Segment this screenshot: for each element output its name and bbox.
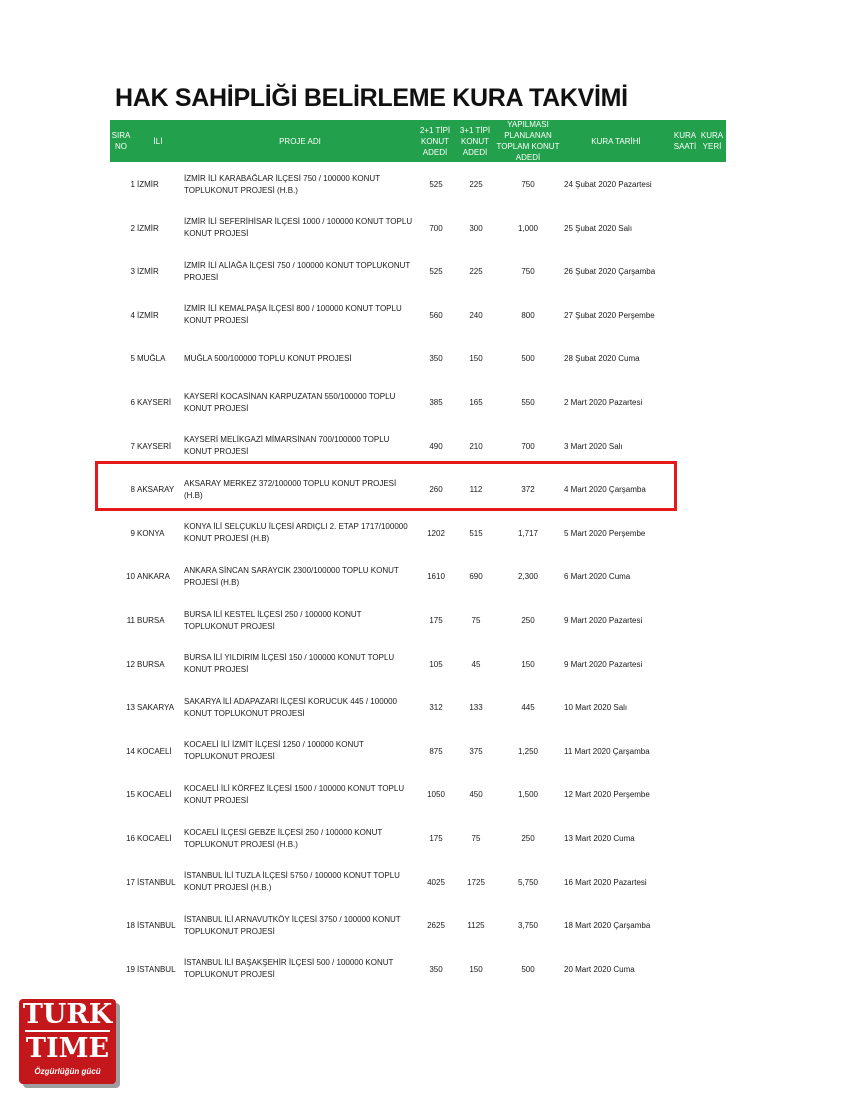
table-row <box>110 730 726 773</box>
cell-il: AKSARAY <box>137 485 175 495</box>
table-row <box>110 686 726 729</box>
cell-kura-tarihi: 28 Şubat 2020 Cuma <box>564 354 640 364</box>
cell-sira-no: 10 <box>126 572 135 582</box>
cell-proje-adi: BURSA İLİ YILDIRIM İLÇESİ 150 / 100000 KONUT TOPLU KONUT PROJESİ <box>184 653 395 675</box>
cell-sira-no: 18 <box>126 921 135 931</box>
cell-proje-adi: İSTANBUL İLİ TUZLA İLÇESİ 5750 / 100000 KONUT TOPLU KONUT PROJESİ (H.B.) <box>184 871 400 893</box>
cell-2-1-adet: 525 <box>429 267 443 277</box>
header-sira-no: SIRA NO <box>111 131 131 151</box>
cell-toplam-adet: 2,300 <box>517 572 539 582</box>
table-row <box>110 555 726 598</box>
cell-kura-tarihi: 12 Mart 2020 Perşembe <box>564 790 650 800</box>
cell-il: KOCAELİ <box>137 746 172 756</box>
cell-il: İSTANBUL <box>137 877 176 887</box>
cell-proje-adi: İSTANBUL İLİ ARNAVUTKÖY İLÇESİ 3750 / 100000 KONUT TOPLUKONUT PROJESİ <box>184 914 401 936</box>
cell-toplam-adet: 700 <box>521 441 535 451</box>
cell-sira-no: 15 <box>126 790 135 800</box>
cell-proje-adi: KONYA İLİ SELÇUKLU İLÇESİ ARDIÇLI 2. ETAP 1717/100000 KONUT PROJESİ (H.B) <box>184 522 408 544</box>
cell-il: İZMİR <box>137 223 159 233</box>
cell-sira-no: 7 <box>130 441 135 451</box>
cell-toplam-adet: 750 <box>521 180 535 189</box>
cell-2-1-adet: 350 <box>429 964 443 974</box>
cell-il: SAKARYA <box>137 703 175 713</box>
table-row <box>110 250 726 293</box>
header-2-1-tipi: 2+1 TİPİ KONUT ADEDİ <box>419 125 451 157</box>
cell-kura-tarihi: 9 Mart 2020 Pazartesi <box>564 659 643 669</box>
cell-il: KAYSERİ <box>137 441 172 451</box>
cell-il: İZMİR <box>137 267 159 277</box>
cell-kura-tarihi: 25 Şubat 2020 Salı <box>564 223 633 233</box>
cell-toplam-adet: 500 <box>521 964 535 974</box>
cell-sira-no: 14 <box>126 746 135 756</box>
header-kura-tarihi: KURA TARİHİ <box>591 136 641 146</box>
table-row <box>110 207 726 250</box>
cell-il: KONYA <box>137 528 165 538</box>
cell-proje-adi: KAYSERİ MELİKGAZİ MİMARSİNAN 700/100000 TOPLU KONUT PROJESİ <box>184 435 390 457</box>
cell-toplam-adet: 500 <box>521 354 535 364</box>
page-title: HAK SAHİPLİĞİ BELİRLEME KURA TAKVİMİ <box>115 84 628 112</box>
cell-il: KOCAELİ <box>137 790 172 800</box>
table-row <box>110 904 726 947</box>
cell-sira-no: 5 <box>130 354 135 364</box>
cell-2-1-adet: 175 <box>429 834 443 843</box>
cell-2-1-adet: 1610 <box>427 572 445 582</box>
table-row <box>110 861 726 904</box>
cell-3-1-adet: 165 <box>469 398 483 407</box>
header-kura-yeri: KURA YERİ <box>700 131 724 151</box>
cell-kura-tarihi: 26 Şubat 2020 Çarşamba <box>564 267 656 277</box>
cell-3-1-adet: 75 <box>471 616 481 625</box>
cell-3-1-adet: 112 <box>469 485 483 495</box>
cell-il: İZMİR <box>137 310 159 320</box>
header-il: İLİ <box>153 136 163 146</box>
cell-2-1-adet: 490 <box>429 441 443 451</box>
cell-proje-adi: MUĞLA 500/100000 TOPLU KONUT PROJESİ <box>184 353 352 363</box>
table-header <box>110 120 726 162</box>
cell-2-1-adet: 875 <box>429 746 443 756</box>
cell-sira-no: 19 <box>126 964 135 974</box>
cell-sira-no: 17 <box>126 877 135 887</box>
cell-3-1-adet: 1125 <box>467 921 485 931</box>
cell-il: KAYSERİ <box>137 398 172 407</box>
cell-3-1-adet: 75 <box>471 834 481 843</box>
header-proje-adi: PROJE ADI <box>279 136 321 146</box>
cell-2-1-adet: 525 <box>429 180 443 189</box>
cell-toplam-adet: 445 <box>521 703 535 713</box>
cell-2-1-adet: 350 <box>429 354 443 364</box>
cell-kura-tarihi: 6 Mart 2020 Cuma <box>564 572 631 582</box>
cell-sira-no: 13 <box>126 703 135 713</box>
cell-kura-tarihi: 9 Mart 2020 Pazartesi <box>564 616 643 625</box>
cell-3-1-adet: 210 <box>469 441 483 451</box>
cell-toplam-adet: 800 <box>521 310 535 320</box>
cell-kura-tarihi: 4 Mart 2020 Çarşamba <box>564 485 646 495</box>
cell-proje-adi: İZMİR İLİ KEMALPAŞA İLÇESİ 800 / 100000 KONUT TOPLU KONUT PROJESİ <box>184 304 402 326</box>
cell-kura-tarihi: 13 Mart 2020 Cuma <box>564 834 635 843</box>
cell-toplam-adet: 550 <box>521 398 535 407</box>
cell-proje-adi: İZMİR İLİ KARABAĞLAR İLÇESİ 750 / 100000 KONUT TOPLUKONUT PROJESİ (H.B.) <box>184 173 380 195</box>
cell-sira-no: 9 <box>130 528 135 538</box>
cell-3-1-adet: 240 <box>469 310 483 320</box>
highlight-box <box>95 461 677 511</box>
cell-proje-adi: BURSA İLİ KESTEL İLÇESİ 250 / 100000 KONUT TOPLUKONUT PROJESİ <box>184 609 362 631</box>
cell-sira-no: 2 <box>130 223 135 233</box>
cell-toplam-adet: 5,750 <box>517 877 539 887</box>
cell-il: MUĞLA <box>137 354 166 364</box>
cell-toplam-adet: 1,250 <box>517 746 539 756</box>
cell-toplam-adet: 372 <box>521 485 535 495</box>
cell-3-1-adet: 450 <box>469 790 483 800</box>
cell-sira-no: 12 <box>126 659 135 669</box>
cell-2-1-adet: 385 <box>429 398 443 407</box>
cell-il: KOCAELİ <box>137 834 172 843</box>
cell-2-1-adet: 560 <box>429 310 443 320</box>
cell-kura-tarihi: 10 Mart 2020 Salı <box>564 703 628 713</box>
cell-2-1-adet: 4025 <box>427 877 445 887</box>
cell-2-1-adet: 312 <box>429 703 443 713</box>
cell-kura-tarihi: 11 Mart 2020 Çarşamba <box>564 746 650 756</box>
cell-proje-adi: SAKARYA İLİ ADAPAZARI İLÇESİ KORUCUK 445 / 100000 KONUT TOPLUKONUT PROJESİ <box>184 696 397 718</box>
cell-3-1-adet: 150 <box>469 964 483 974</box>
cell-sira-no: 1 <box>130 180 135 189</box>
cell-proje-adi: KOCAELİ İLİ KÖRFEZ İLÇESİ 1500 / 100000 KONUT TOPLU KONUT PROJESİ <box>184 783 405 805</box>
logo-divider <box>25 1030 110 1032</box>
cell-proje-adi: İSTANBUL İLİ BAŞAKŞEHİR İLÇESİ 500 / 100000 KONUT TOPLUKONUT PROJESİ <box>184 958 394 980</box>
cell-il: İSTANBUL <box>137 921 176 931</box>
logo-line-1: TURK <box>22 999 113 1030</box>
cell-2-1-adet: 260 <box>429 485 443 495</box>
cell-sira-no: 16 <box>126 834 135 843</box>
header-kura-saati: KURA SAATİ <box>673 131 697 151</box>
cell-toplam-adet: 250 <box>521 834 535 843</box>
cell-toplam-adet: 1,000 <box>517 223 539 233</box>
cell-3-1-adet: 150 <box>469 354 483 364</box>
cell-toplam-adet: 3,750 <box>517 921 539 931</box>
cell-proje-adi: ANKARA SİNCAN SARAYCIK 2300/100000 TOPLU KONUT PROJESİ (H.B) <box>184 565 399 587</box>
cell-sira-no: 4 <box>130 310 135 320</box>
cell-kura-tarihi: 24 Şubat 2020 Pazartesi <box>564 180 652 189</box>
cell-proje-adi: KOCAELİ İLÇESİ GEBZE İLÇESİ 250 / 100000 KONUT TOPLUKONUT PROJESİ (H.B.) <box>184 827 383 849</box>
logo-line-2: TIME <box>25 1033 110 1064</box>
table-row <box>110 337 726 380</box>
cell-il: BURSA <box>137 659 165 669</box>
table-row <box>110 163 726 206</box>
cell-2-1-adet: 2625 <box>427 921 445 931</box>
cell-3-1-adet: 225 <box>469 267 483 277</box>
logo-slogan: Özgürlüğün gücü <box>34 1067 101 1076</box>
cell-sira-no: 11 <box>126 616 135 625</box>
table-row <box>110 817 726 860</box>
turktime-logo <box>19 999 116 1084</box>
table-row <box>110 294 726 337</box>
cell-3-1-adet: 1725 <box>467 877 485 887</box>
header-toplam-konut: YAPILMASI PLANLANAN TOPLAM KONUT ADEDİ <box>496 120 560 162</box>
table-row <box>110 512 726 555</box>
cell-proje-adi: KAYSERİ KOCASİNAN KARPUZATAN 550/100000 TOPLU KONUT PROJESİ <box>184 391 396 413</box>
cell-toplam-adet: 250 <box>521 616 535 625</box>
cell-sira-no: 6 <box>130 398 135 407</box>
cell-il: ANKARA <box>137 572 170 582</box>
cell-kura-tarihi: 5 Mart 2020 Perşembe <box>564 528 646 538</box>
table-row <box>110 643 726 686</box>
cell-proje-adi: AKSARAY MERKEZ 372/100000 TOPLU KONUT PROJESİ (H.B) <box>184 478 397 500</box>
table-row <box>110 948 726 991</box>
cell-kura-tarihi: 16 Mart 2020 Pazartesi <box>564 877 647 887</box>
cell-kura-tarihi: 27 Şubat 2020 Perşembe <box>564 310 655 320</box>
cell-3-1-adet: 45 <box>471 659 481 669</box>
cell-il: İSTANBUL <box>137 964 176 974</box>
table-row <box>110 599 726 642</box>
cell-3-1-adet: 375 <box>469 746 483 756</box>
cell-2-1-adet: 1050 <box>427 790 445 800</box>
header-3-1-tipi: 3+1 TİPİ KONUT ADEDİ <box>459 125 491 157</box>
cell-3-1-adet: 133 <box>469 703 483 713</box>
cell-il: BURSA <box>137 616 165 625</box>
cell-kura-tarihi: 20 Mart 2020 Cuma <box>564 964 635 974</box>
cell-3-1-adet: 300 <box>469 223 483 233</box>
cell-2-1-adet: 105 <box>429 659 443 669</box>
cell-toplam-adet: 150 <box>521 659 535 669</box>
cell-proje-adi: İZMİR İLİ ALİAĞA İLÇESİ 750 / 100000 KONUT TOPLUKONUT PROJESİ <box>184 260 411 282</box>
cell-kura-tarihi: 18 Mart 2020 Çarşamba <box>564 921 651 931</box>
cell-2-1-adet: 700 <box>429 223 443 233</box>
table-row <box>110 381 726 424</box>
cell-il: İZMİR <box>137 180 159 189</box>
cell-toplam-adet: 750 <box>521 267 535 277</box>
cell-proje-adi: KOCAELİ İLİ İZMİT İLÇESİ 1250 / 100000 KONUT TOPLUKONUT PROJESİ <box>184 740 364 762</box>
cell-3-1-adet: 515 <box>469 528 483 538</box>
cell-2-1-adet: 175 <box>429 616 443 625</box>
cell-proje-adi: İZMİR İLİ SEFERİHİSAR İLÇESİ 1000 / 100000 KONUT TOPLU KONUT PROJESİ <box>184 217 413 239</box>
cell-sira-no: 3 <box>130 267 135 277</box>
table-row <box>110 773 726 816</box>
cell-sira-no: 8 <box>130 485 135 495</box>
cell-toplam-adet: 1,717 <box>517 528 539 538</box>
cell-toplam-adet: 1,500 <box>517 790 539 800</box>
cell-kura-tarihi: 3 Mart 2020 Salı <box>564 441 623 451</box>
cell-3-1-adet: 690 <box>469 572 483 582</box>
cell-kura-tarihi: 2 Mart 2020 Pazartesi <box>564 398 643 407</box>
cell-3-1-adet: 225 <box>469 180 483 189</box>
cell-2-1-adet: 1202 <box>427 528 445 538</box>
